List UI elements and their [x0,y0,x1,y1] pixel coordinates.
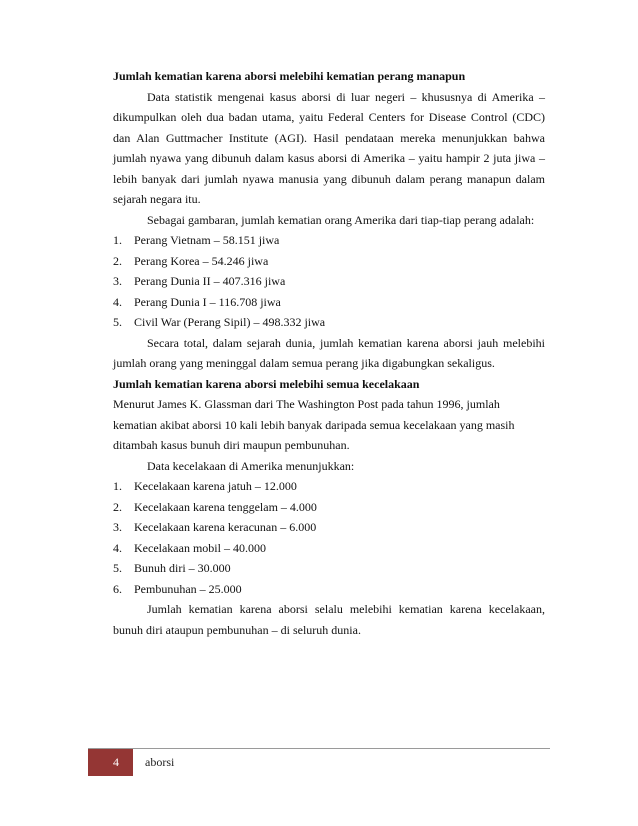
list-item [113,271,545,292]
list-number: 4. [113,294,122,309]
list-item [113,251,545,272]
paragraph-war-total: Secara total, dalam sejarah dunia, jumlah kematian karena aborsi jauh melebihi jumlah orang yang meninggal dalam semua perang jika digabungkan sekaligus. [113,335,545,370]
list-text: Civil War (Perang Sipil) – 498.332 jiwa [134,315,326,329]
list-text: Kecelakaan mobil – 40.000 [134,540,266,555]
list-text: Kecelakaan karena keracunan – 6.000 [134,520,317,534]
running-title: aborsi [145,755,175,769]
list-number: 2. [113,499,122,514]
list-item [113,517,545,538]
section-heading-accidents: Jumlah kematian karena aborsi melebihi semua kecelakaan [113,376,420,391]
list-number: 6. [113,581,122,596]
list-item [113,497,545,518]
list-text: Bunuh diri – 30.000 [134,561,231,575]
paragraph-war-intro: Sebagai gambaran, jumlah kematian orang Amerika dari tiap-tiap perang adalah: [147,212,535,227]
paragraph-statistics: Data statistik mengenai kasus aborsi di luar negeri – khususnya di Amerika – dikumpulkan oleh dua badan utama, yaitu Federal Centers for Disease Control (CDC) dan Alan Guttmacher Institute (AGI). Hasil pendataan mereka menunjukkan bahwa jumlah nyawa yang dibunuh dalam kasus aborsi di Amerika – yaitu hampir 2 juta jiwa – lebih banyak dari jumlah nyawa manusia yang dibunuh dalam perang manapun dalam sejarah negara itu. [113,89,545,206]
list-number: 1. [113,233,122,247]
list-item [113,538,545,559]
list-item [113,558,545,579]
list-text: Perang Dunia I – 116.708 jiwa [134,294,281,309]
list-text: Perang Korea – 54.246 jiwa [134,253,269,268]
list-item [113,476,545,497]
list-text: Perang Dunia II – 407.316 jiwa [134,274,286,288]
list-number: 1. [113,479,122,493]
paragraph-glassman: Menurut James K. Glassman dari The Washington Post pada tahun 1996, jumlah kematian akibat aborsi 10 kali lebih banyak daripada semua kecelakaan yang masih ditambah kasus bunuh diri maupun pembunuhan. [113,397,515,452]
list-item [113,292,545,313]
list-number: 3. [113,520,122,534]
document-body [113,66,545,640]
list-number: 4. [113,540,122,555]
list-text: Perang Vietnam – 58.151 jiwa [134,233,280,247]
accident-deaths-list [113,476,545,599]
list-text: Kecelakaan karena jatuh – 12.000 [134,479,297,493]
paragraph-accident-intro: Data kecelakaan di Amerika menunjukkan: [147,458,355,473]
section-heading-war: Jumlah kematian karena aborsi melebihi kematian perang manapun [113,69,466,83]
list-number: 5. [113,315,122,329]
paragraph-accident-total: Jumlah kematian karena aborsi selalu melebihi kematian karena kecelakaan, bunuh diri ataupun pembunuhan – di seluruh dunia. [113,602,545,637]
list-text: Kecelakaan karena tenggelam – 4.000 [134,499,317,514]
list-number: 3. [113,274,122,288]
list-item [113,579,545,600]
list-item [113,312,545,333]
list-number: 2. [113,253,122,268]
list-item [113,230,545,251]
list-text: Pembunuhan – 25.000 [134,581,242,596]
page-number: 4 [113,755,119,769]
war-deaths-list [113,230,545,333]
page-footer [88,748,550,776]
list-number: 5. [113,561,122,575]
